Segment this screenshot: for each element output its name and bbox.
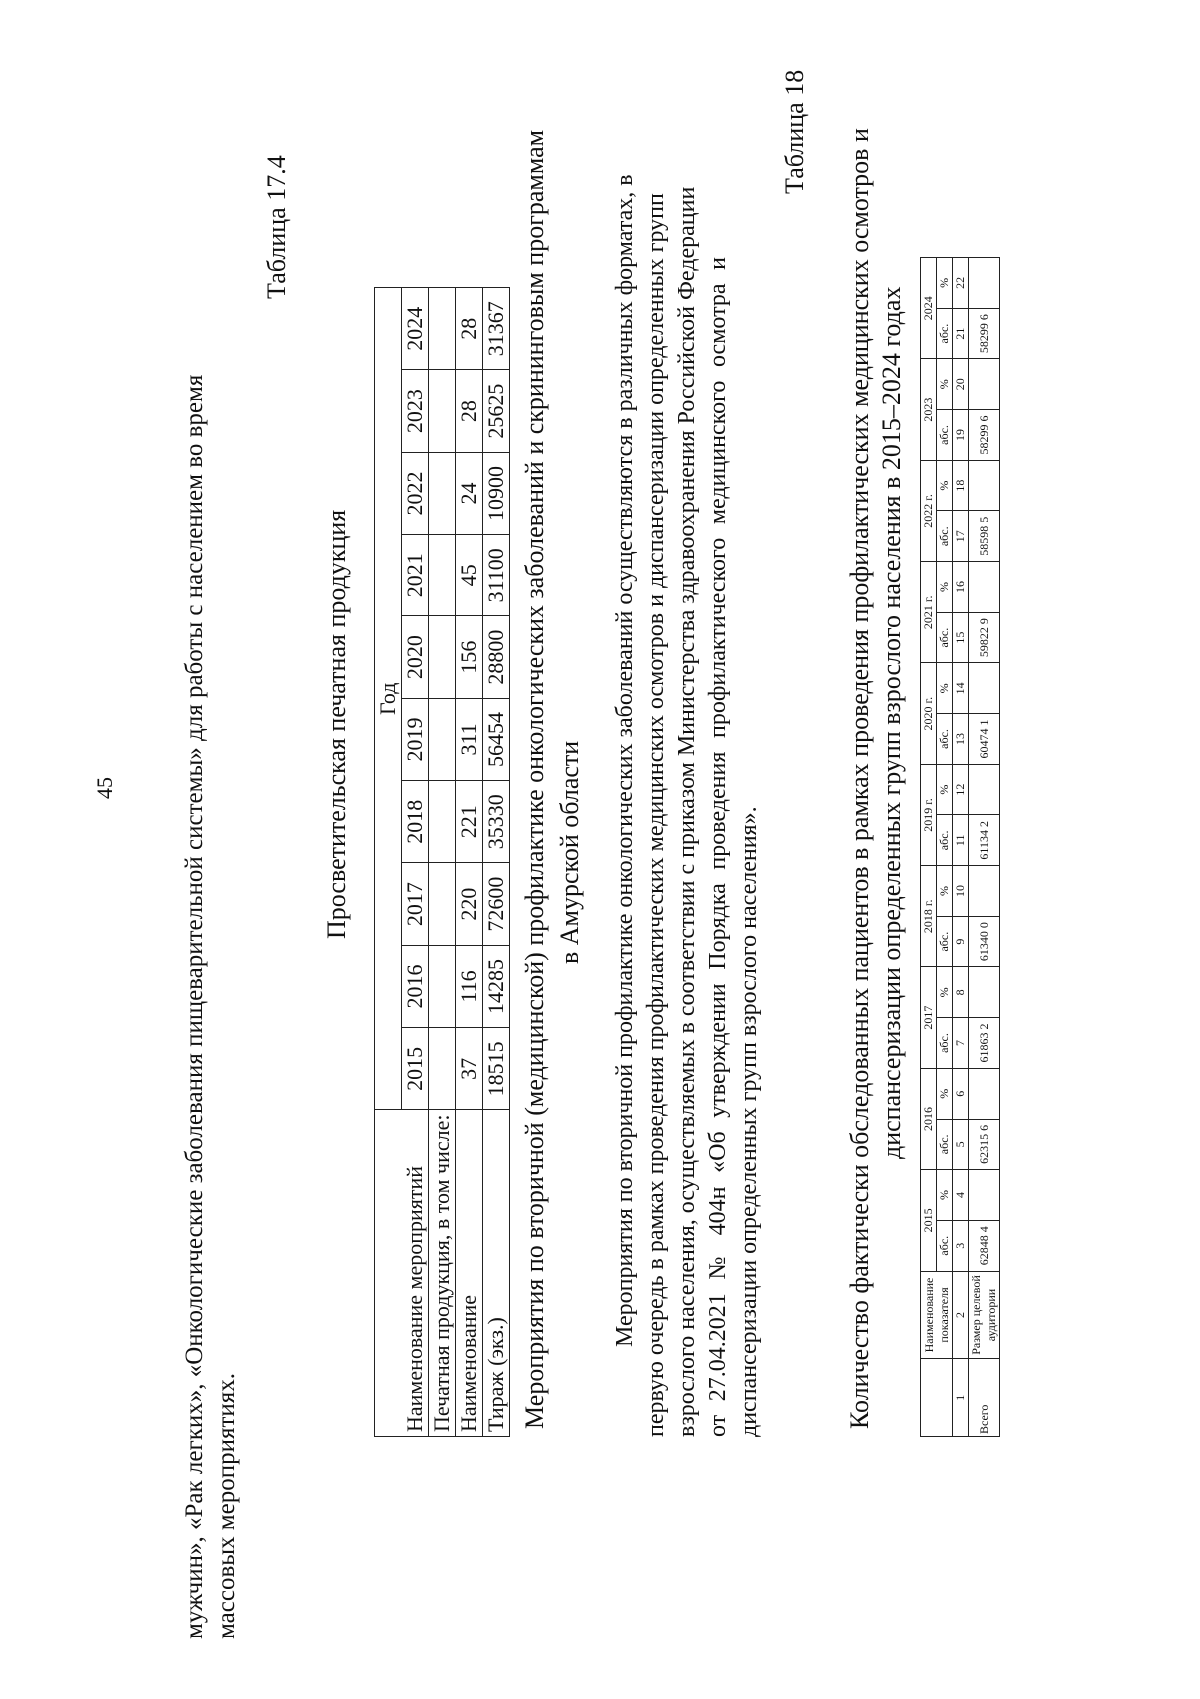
table-row bbox=[969, 258, 1000, 1437]
table-17-4-year-2020: 2020 bbox=[402, 616, 429, 698]
table-18-cell bbox=[969, 1170, 1000, 1221]
table-18-year-header: 2019 г. bbox=[921, 764, 937, 865]
table-18-abs-subheader: абс. bbox=[937, 1220, 953, 1271]
table-18-year-header: 2016 bbox=[921, 1068, 937, 1169]
table-18-col-number: 22 bbox=[953, 258, 969, 309]
table-18-cell: 61134 2 bbox=[969, 815, 1000, 866]
table-18-pct-subheader: % bbox=[937, 460, 953, 511]
section-heading-line-1: Мероприятия по вторичной (медицинской) профилактике онкологических заболеваний и скрининговым программам bbox=[520, 129, 549, 1429]
table-17-4-title: Просветительская печатная продукция bbox=[322, 509, 351, 939]
table-17-4-cell: 31367 bbox=[483, 288, 510, 370]
table-17-4-cell: 35330 bbox=[483, 781, 510, 863]
intro-line-1: мужчин», «Рак легких», «Онкологические заболевания пищеварительной системы» для работы с населением во время bbox=[181, 374, 208, 1639]
table-18-abs-subheader: абс. bbox=[937, 612, 953, 663]
table-18-col-number: 7 bbox=[953, 1018, 969, 1069]
table-17-4-cell: 156 bbox=[456, 616, 483, 698]
table-18-year-header: 2024 bbox=[921, 258, 937, 359]
section-heading-line-2: в Амурской области bbox=[555, 740, 584, 964]
table-18-cell: 58299 6 bbox=[969, 410, 1000, 461]
table-17-4-year-2023: 2023 bbox=[402, 370, 429, 452]
table-17-4-year-2017: 2017 bbox=[402, 863, 429, 945]
table-18-col-number: 13 bbox=[953, 714, 969, 765]
table-18-col-number: 2 bbox=[953, 1271, 969, 1359]
table-18-cell: 59822 9 bbox=[969, 612, 1000, 663]
table-18-cell bbox=[969, 764, 1000, 815]
table-18-col-number: 17 bbox=[953, 511, 969, 562]
table-18-col-number: 5 bbox=[953, 1119, 969, 1170]
table-18-col-number: 11 bbox=[953, 815, 969, 866]
table-18-title-line-1: Количество фактически обследованных пациентов в рамках проведения профилактических медицинских осмотров и bbox=[845, 128, 874, 1429]
table-17-4-cell: 31100 bbox=[483, 535, 510, 616]
table-18-col-number: 4 bbox=[953, 1170, 969, 1221]
table-17-4-cell: 24 bbox=[456, 452, 483, 534]
table-17-4-caption: Таблица 17.4 bbox=[262, 155, 291, 299]
table-17-4-row-label: Наименование bbox=[456, 1110, 483, 1437]
paragraph-line: Мероприятия по вторичной профилактике онкологических заболеваний осуществляются в различных форматах, в bbox=[612, 174, 638, 1347]
table-17-4-cell bbox=[429, 452, 456, 534]
table-17-4-cell bbox=[429, 370, 456, 452]
table-18-cell: 58598 5 bbox=[969, 511, 1000, 562]
table-17-4-year-2019: 2019 bbox=[402, 698, 429, 780]
table-18-pct-subheader: % bbox=[937, 764, 953, 815]
table-18-year-header: 2015 bbox=[921, 1170, 937, 1271]
paragraph-line: первую очередь в рамках проведения профилактических медицинских осмотров и диспансеризации определенных групп bbox=[643, 193, 669, 1437]
table-18-abs-subheader: абс. bbox=[937, 1018, 953, 1069]
table-17-4-year-header: Год bbox=[375, 288, 402, 1111]
table-18-col-number: 6 bbox=[953, 1068, 969, 1119]
table-18-indicator-header: Наименование показателя bbox=[921, 1271, 953, 1359]
table-18-abs-subheader: абс. bbox=[937, 1119, 953, 1170]
table-18-year-header: 2022 г. bbox=[921, 460, 937, 561]
table-17-4-cell bbox=[429, 288, 456, 370]
table-18-cell bbox=[969, 1068, 1000, 1119]
table-17-4-year-2018: 2018 bbox=[402, 781, 429, 863]
table-18-title-line-2: диспансеризации определенных групп взрослого населения в 2015–2024 годах bbox=[877, 286, 906, 1159]
page-number: 45 bbox=[92, 777, 117, 799]
table-18-col-number: 12 bbox=[953, 764, 969, 815]
table-18-pct-subheader: % bbox=[937, 1170, 953, 1221]
table-18-pct-subheader: % bbox=[937, 562, 953, 613]
table-18-col-number: 20 bbox=[953, 359, 969, 410]
table-18-col-number: 1 bbox=[953, 1359, 969, 1437]
table-18-year-header: 2017 bbox=[921, 967, 937, 1068]
table-18-cell: 62315 6 bbox=[969, 1119, 1000, 1170]
table-18-group-cell: Всего bbox=[969, 1359, 1000, 1437]
table-17-4-cell: 56454 bbox=[483, 698, 510, 780]
table-18-group-header bbox=[921, 1359, 953, 1437]
table-18-year-header: 2021 г. bbox=[921, 562, 937, 663]
table-18-pct-subheader: % bbox=[937, 663, 953, 714]
table-18-abs-subheader: абс. bbox=[937, 308, 953, 359]
table-18-pct-subheader: % bbox=[937, 1068, 953, 1119]
table-row bbox=[456, 288, 483, 1437]
table-17-4-cell: 14285 bbox=[483, 945, 510, 1027]
table-18-cell: 62848 4 bbox=[969, 1220, 1000, 1271]
table-17-4-cell: 72600 bbox=[483, 863, 510, 945]
table-17-4-cell bbox=[429, 698, 456, 780]
table-17-4-cell: 18515 bbox=[483, 1028, 510, 1110]
table-18-abs-subheader: абс. bbox=[937, 511, 953, 562]
table-18-col-number: 19 bbox=[953, 410, 969, 461]
table-17-4-cell: 221 bbox=[456, 781, 483, 863]
table-17-4-cell bbox=[429, 945, 456, 1027]
paragraph-line: взрослого населения, осуществляемых в соответствии с приказом Министерства здравоохранения Российской Федерации bbox=[674, 186, 700, 1437]
table-row bbox=[483, 288, 510, 1437]
table-17-4-cell bbox=[429, 535, 456, 616]
table-18 bbox=[920, 257, 1000, 1437]
table-18-cell: 58299 6 bbox=[969, 308, 1000, 359]
table-18-year-header: 2023 bbox=[921, 359, 937, 460]
table-17-4-cell bbox=[429, 1028, 456, 1110]
table-17-4-cell: 25625 bbox=[483, 370, 510, 452]
table-17-4-year-2024: 2024 bbox=[402, 288, 429, 370]
table-17-4-row-label: Тираж (экз.) bbox=[483, 1110, 510, 1437]
table-18-col-number: 16 bbox=[953, 562, 969, 613]
section-paragraph bbox=[610, 174, 765, 1437]
table-17-4-cell: 311 bbox=[456, 698, 483, 780]
table-18-year-header: 2020 г. bbox=[921, 663, 937, 764]
table-17-4-col-header: Наименование мероприятий bbox=[375, 1110, 429, 1437]
table-18-col-number: 3 bbox=[953, 1220, 969, 1271]
intro-line-2: массовых мероприятиях. bbox=[213, 1372, 240, 1639]
table-18-cell bbox=[969, 460, 1000, 511]
table-18-abs-subheader: абс. bbox=[937, 410, 953, 461]
table-row bbox=[429, 288, 456, 1437]
table-17-4-cell: 28800 bbox=[483, 616, 510, 698]
table-18-col-number: 15 bbox=[953, 612, 969, 663]
table-17-4-cell bbox=[429, 781, 456, 863]
table-18-cell bbox=[969, 562, 1000, 613]
table-17-4-cell bbox=[429, 616, 456, 698]
table-17-4-cell: 37 bbox=[456, 1028, 483, 1110]
table-18-indicator-cell: Размер целевой аудитории bbox=[969, 1271, 1000, 1359]
table-18-col-number: 21 bbox=[953, 308, 969, 359]
table-17-4-year-2016: 2016 bbox=[402, 945, 429, 1027]
paragraph-line: диспансеризации определенных групп взрослого населения». bbox=[736, 806, 762, 1437]
table-18-pct-subheader: % bbox=[937, 258, 953, 309]
table-18-col-number: 9 bbox=[953, 916, 969, 967]
table-17-4-row-label: Печатная продукция, в том числе: bbox=[429, 1110, 456, 1437]
table-18-caption: Таблица 18 bbox=[780, 69, 809, 194]
table-18-cell bbox=[969, 663, 1000, 714]
table-17-4-cell: 220 bbox=[456, 863, 483, 945]
table-18-col-number: 10 bbox=[953, 866, 969, 917]
table-18-cell bbox=[969, 258, 1000, 309]
table-18-col-number: 18 bbox=[953, 460, 969, 511]
table-18-cell bbox=[969, 967, 1000, 1018]
table-17-4-cell: 116 bbox=[456, 945, 483, 1027]
paragraph-line: от 27.04.2021 № 404н «Об утверждении Порядка проведения профилактического медицинского осмотра и bbox=[705, 257, 731, 1437]
table-17-4-year-2021: 2021 bbox=[402, 535, 429, 616]
table-17-4-cell: 28 bbox=[456, 288, 483, 370]
table-17-4-cell: 28 bbox=[456, 370, 483, 452]
table-18-col-number: 14 bbox=[953, 663, 969, 714]
table-18-cell: 61340 0 bbox=[969, 916, 1000, 967]
table-17-4-year-2015: 2015 bbox=[402, 1028, 429, 1110]
table-18-cell: 61863 2 bbox=[969, 1018, 1000, 1069]
table-18-abs-subheader: абс. bbox=[937, 815, 953, 866]
table-18-col-number: 8 bbox=[953, 967, 969, 1018]
table-18-abs-subheader: абс. bbox=[937, 714, 953, 765]
table-18-cell: 60474 1 bbox=[969, 714, 1000, 765]
table-17-4-year-2022: 2022 bbox=[402, 452, 429, 534]
table-17-4-cell bbox=[429, 863, 456, 945]
table-18-cell bbox=[969, 359, 1000, 410]
table-17-4 bbox=[374, 287, 510, 1437]
table-17-4-cell: 45 bbox=[456, 535, 483, 616]
table-18-pct-subheader: % bbox=[937, 866, 953, 917]
table-17-4-cell: 10900 bbox=[483, 452, 510, 534]
table-18-abs-subheader: абс. bbox=[937, 916, 953, 967]
table-18-pct-subheader: % bbox=[937, 359, 953, 410]
table-18-year-header: 2018 г. bbox=[921, 866, 937, 967]
table-18-cell bbox=[969, 866, 1000, 917]
table-18-pct-subheader: % bbox=[937, 967, 953, 1018]
